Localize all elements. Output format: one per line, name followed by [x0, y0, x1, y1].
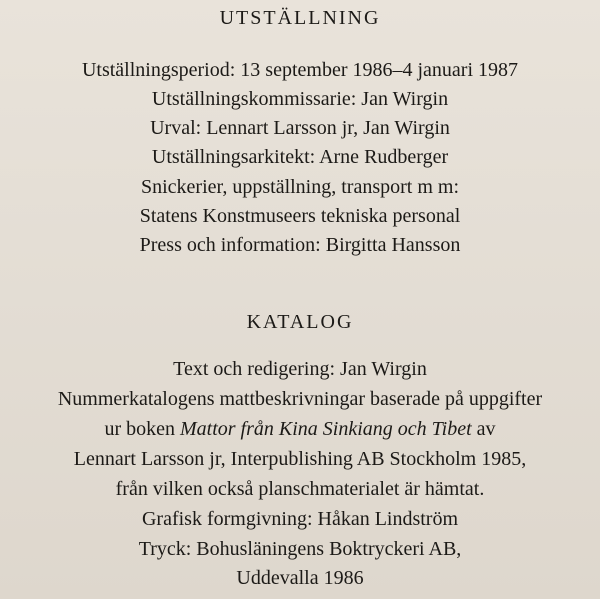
catalog-design-line: Grafisk formgivning: Håkan Lindström	[141, 508, 459, 530]
exhibition-architect-line: Utställningsarkitekt: Arne Rudberger	[151, 146, 449, 168]
catalog-heading: KATALOG	[246, 311, 354, 333]
exhibition-heading: UTSTÄLLNING	[219, 7, 381, 29]
exhibition-commissioner-line: Utställningskommissarie: Jan Wirgin	[151, 88, 449, 110]
catalog-place-line: Uddevalla 1986	[236, 567, 364, 589]
exhibition-staff-line: Statens Konstmuseers tekniska personal	[139, 205, 461, 227]
catalog-descriptions-line: Nummerkatalogens mattbeskrivningar baserade på uppgifter	[57, 388, 543, 410]
catalog-book-suffix: av	[471, 418, 496, 440]
catalog-book-line	[0, 419, 600, 439]
exhibition-press-line: Press och information: Birgitta Hansson	[139, 234, 461, 256]
exhibition-carpentry-line: Snickerier, uppställning, transport m m:	[140, 176, 460, 198]
catalog-publisher-line: Lennart Larsson jr, Interpublishing AB Stockholm 1985,	[73, 448, 527, 470]
exhibition-selection-line: Urval: Lennart Larsson jr, Jan Wirgin	[150, 117, 450, 139]
catalog-print-line: Tryck: Bohusläningens Boktryckeri AB,	[138, 538, 462, 560]
catalog-text-line: Text och redigering: Jan Wirgin	[173, 358, 427, 380]
catalog-book-title: Mattor från Kina Sinkiang och Tibet	[179, 418, 472, 440]
catalog-plates-line: från vilken också planschmaterialet är hämtat.	[115, 478, 485, 500]
exhibition-period-line: Utställningsperiod: 13 september 1986–4 januari 1987	[81, 59, 519, 81]
catalog-book-prefix: ur boken	[104, 418, 180, 440]
